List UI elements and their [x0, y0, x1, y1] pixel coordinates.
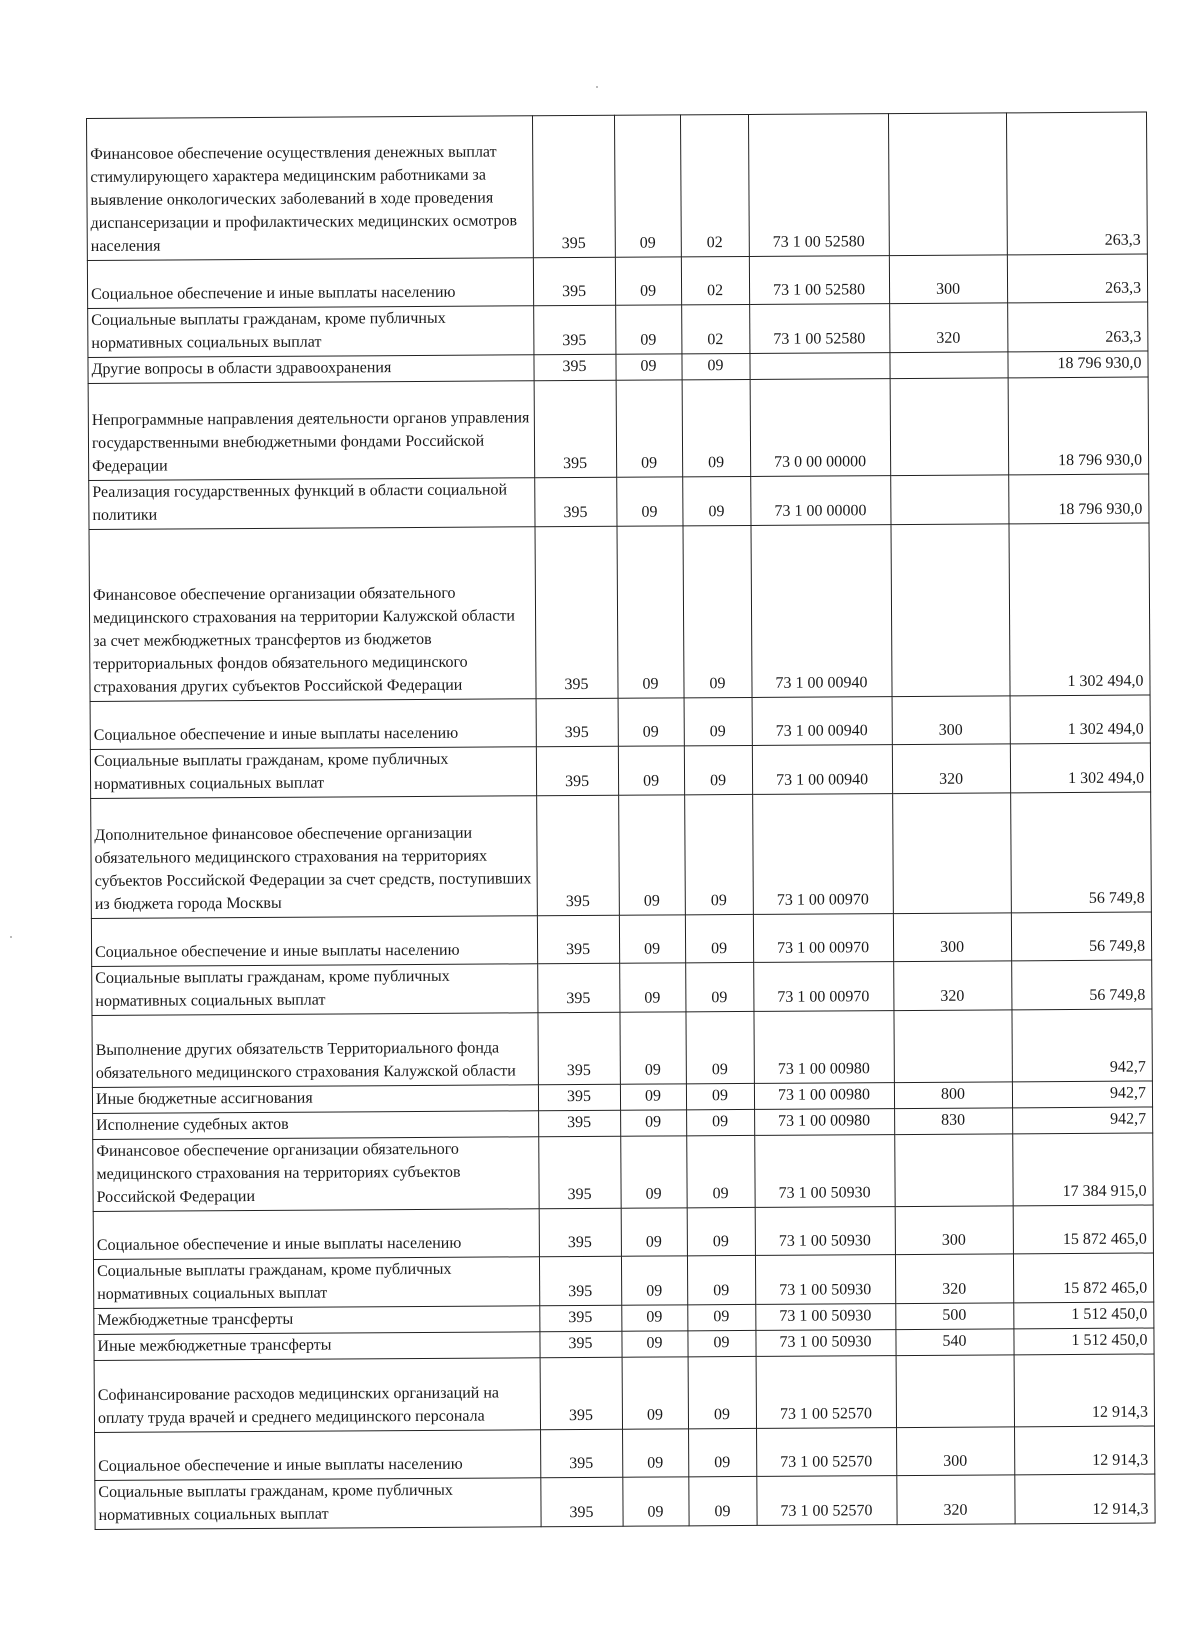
- row-target-article: 73 1 00 50930: [755, 1207, 895, 1256]
- row-target-article: 73 1 00 50930: [756, 1330, 896, 1357]
- row-target-article: 73 1 00 00980: [754, 1083, 894, 1110]
- row-section: 09: [619, 915, 685, 963]
- table-row: [91, 792, 1152, 918]
- row-section: 09: [621, 1110, 687, 1136]
- table-row: [89, 474, 1149, 529]
- table-row: [92, 960, 1152, 1015]
- row-target-article: 73 1 00 52580: [749, 256, 889, 305]
- row-amount: 1 512 450,0: [1014, 1302, 1154, 1329]
- row-admin-code: 395: [534, 354, 616, 381]
- table-row: [90, 695, 1150, 749]
- row-admin-code: 395: [537, 795, 620, 915]
- row-section: 09: [620, 963, 686, 1012]
- row-section: 09: [619, 795, 686, 915]
- row-name: Софинансирование расходов медицинских организаций на оплату труда врачей и среднего медицинского персонала: [94, 1358, 540, 1433]
- row-amount: 1 302 494,0: [1009, 523, 1150, 696]
- row-expense-type: 300: [897, 1427, 1015, 1476]
- row-admin-code: 395: [538, 1084, 620, 1111]
- row-expense-type: 800: [894, 1082, 1012, 1109]
- row-section: 09: [617, 526, 684, 698]
- row-section: 09: [623, 1429, 689, 1477]
- row-target-article: 73 1 00 52570: [757, 1428, 897, 1477]
- row-amount: 942,7: [1012, 1009, 1152, 1082]
- row-subsection: 09: [689, 1428, 757, 1476]
- row-subsection: 09: [682, 353, 750, 379]
- row-amount: 942,7: [1012, 1081, 1152, 1108]
- row-section: 09: [622, 1331, 688, 1357]
- row-target-article: 73 1 00 52580: [750, 304, 890, 354]
- row-subsection: 02: [682, 304, 750, 353]
- row-name: Социальные выплаты гражданам, кроме публичных нормативных социальных выплат: [95, 1478, 541, 1530]
- row-target-article: 73 0 00 00000: [750, 379, 891, 477]
- row-expense-type: [890, 378, 1009, 476]
- row-subsection: 09: [686, 1011, 754, 1083]
- row-name: Социальное обеспечение и иные выплаты населению: [93, 1209, 539, 1260]
- budget-expenditure-table: [86, 112, 1156, 1530]
- row-admin-code: 395: [538, 963, 620, 1013]
- row-subsection: 02: [681, 256, 749, 304]
- row-amount: 18 796 930,0: [1008, 351, 1148, 378]
- table-row: [88, 377, 1149, 480]
- row-admin-code: 395: [541, 1429, 623, 1478]
- row-subsection: 09: [684, 745, 752, 794]
- row-subsection: 09: [687, 1255, 755, 1304]
- table-row: [87, 112, 1148, 260]
- row-target-article: 73 1 00 52570: [757, 1476, 897, 1526]
- row-expense-type: [888, 113, 1007, 256]
- row-name: Социальные выплаты гражданам, кроме публичных нормативных социальных выплат: [88, 306, 534, 358]
- row-amount: 12 914,3: [1015, 1474, 1155, 1524]
- row-target-article: 73 1 00 50930: [756, 1304, 896, 1331]
- row-subsection: 09: [688, 1356, 756, 1428]
- row-target-article: 73 1 00 00000: [751, 476, 891, 526]
- table-row: [89, 523, 1150, 701]
- row-expense-type: 320: [895, 1254, 1013, 1304]
- row-amount: 15 872 465,0: [1013, 1253, 1153, 1303]
- row-admin-code: 395: [537, 915, 619, 964]
- row-amount: 15 872 465,0: [1013, 1205, 1153, 1254]
- row-amount: 263,3: [1008, 302, 1148, 352]
- row-section: 09: [621, 1256, 687, 1305]
- row-admin-code: 395: [533, 257, 615, 306]
- row-name: Иные межбюджетные трансферты: [94, 1332, 540, 1361]
- row-target-article: 73 1 00 00940: [752, 745, 892, 795]
- row-amount: 263,3: [1006, 112, 1147, 255]
- row-target-article: 73 1 00 00970: [754, 962, 894, 1012]
- row-subsection: 09: [686, 962, 754, 1011]
- row-subsection: 09: [688, 1330, 756, 1356]
- row-admin-code: 395: [539, 1256, 621, 1306]
- row-target-article: 73 1 00 50930: [755, 1255, 895, 1305]
- row-expense-type: 540: [896, 1329, 1014, 1356]
- row-amount: 1 302 494,0: [1010, 743, 1150, 793]
- row-expense-type: [895, 1134, 1013, 1207]
- table-row: [91, 912, 1151, 966]
- row-expense-type: 830: [895, 1108, 1013, 1135]
- row-name: Финансовое обеспечение осуществления денежных выплат стимулирующего характера медицинским работниками за выявление онкологических заболеваний в ходе проведения диспансеризации и профилактических медицинских осмотров населения: [87, 116, 534, 261]
- row-admin-code: 395: [535, 477, 617, 527]
- row-section: 09: [615, 257, 681, 305]
- row-expense-type: 300: [889, 255, 1007, 304]
- row-expense-type: 320: [897, 1475, 1015, 1525]
- row-amount: 12 914,3: [1014, 1354, 1154, 1427]
- row-name: Реализация государственных функций в области социальной политики: [89, 478, 535, 530]
- row-target-article: 73 1 00 00970: [753, 794, 894, 915]
- row-subsection: 09: [687, 1109, 755, 1135]
- row-target-article: 73 1 00 00970: [753, 914, 893, 963]
- row-expense-type: 300: [893, 913, 1011, 962]
- row-admin-code: 395: [536, 698, 618, 747]
- row-name: Социальные выплаты гражданам, кроме публичных нормативных социальных выплат: [93, 1257, 539, 1309]
- row-amount: 17 384 915,0: [1013, 1133, 1153, 1206]
- row-target-article: 73 1 00 52570: [756, 1356, 896, 1429]
- row-subsection: 09: [687, 1135, 755, 1207]
- table-row: [87, 254, 1147, 308]
- row-amount: 1 512 450,0: [1014, 1328, 1154, 1355]
- row-amount: 12 914,3: [1015, 1426, 1155, 1475]
- row-name: Финансовое обеспечение организации обязательного медицинского страхования на территориях субъектов Российской Федерации: [93, 1137, 539, 1212]
- row-name: Социальное обеспечение и иные выплаты населению: [87, 258, 533, 309]
- row-amount: 263,3: [1007, 254, 1147, 303]
- row-target-article: 73 1 00 52580: [748, 114, 889, 257]
- row-section: 09: [618, 698, 684, 746]
- row-name: Финансовое обеспечение организации обязательного медицинского страхования на территории Калужской области за счет межбюджетных трансфертов из бюджетов территориальных фондов обязательного медицинского страхования других субъектов Российской Федерации: [89, 527, 536, 702]
- row-section: 09: [622, 1357, 688, 1429]
- row-admin-code: 395: [535, 526, 618, 698]
- row-section: 09: [617, 477, 683, 526]
- table-row: [94, 1354, 1154, 1432]
- row-admin-code: 395: [538, 1012, 620, 1084]
- row-amount: 56 749,8: [1012, 960, 1152, 1010]
- row-expense-type: 320: [894, 961, 1012, 1011]
- row-admin-code: 395: [540, 1305, 622, 1332]
- row-name: Другие вопросы в области здравоохранения: [88, 355, 534, 384]
- table-row: [93, 1133, 1153, 1211]
- row-expense-type: [891, 524, 1010, 697]
- row-name: Межбюджетные трансферты: [94, 1306, 540, 1335]
- row-subsection: 09: [683, 476, 751, 525]
- row-target-article: [750, 353, 890, 380]
- table-row: [93, 1205, 1153, 1259]
- row-admin-code: 395: [539, 1136, 621, 1208]
- row-subsection: 09: [685, 914, 753, 962]
- row-name: Иные бюджетные ассигнования: [92, 1085, 538, 1114]
- scan-speck: [10, 936, 12, 938]
- row-expense-type: 320: [892, 744, 1010, 794]
- row-admin-code: 395: [534, 305, 616, 355]
- row-amount: 18 796 930,0: [1009, 474, 1149, 524]
- row-expense-type: 320: [890, 303, 1008, 353]
- row-section: 09: [620, 1012, 686, 1084]
- row-name: Социальное обеспечение и иные выплаты населению: [91, 916, 537, 967]
- row-subsection: 09: [688, 1304, 756, 1330]
- row-section: 09: [621, 1208, 687, 1256]
- row-expense-type: [896, 1355, 1014, 1428]
- row-admin-code: 395: [539, 1208, 621, 1257]
- row-expense-type: [893, 793, 1012, 914]
- row-amount: 942,7: [1013, 1107, 1153, 1134]
- row-section: 09: [618, 746, 684, 795]
- row-name: Непрограммные направления деятельности органов управления государственными внебюджетными фондами Российской Федерации: [88, 381, 535, 481]
- row-section: 09: [623, 1477, 689, 1526]
- row-subsection: 09: [683, 525, 752, 697]
- row-section: 09: [621, 1136, 687, 1208]
- row-amount: 18 796 930,0: [1008, 377, 1149, 475]
- row-target-article: 73 1 00 00940: [752, 697, 892, 746]
- scan-speck: [596, 86, 598, 88]
- row-name: Социальное обеспечение и иные выплаты населению: [95, 1430, 541, 1481]
- row-section: 09: [616, 380, 683, 477]
- table-row: [92, 1009, 1152, 1087]
- row-name: Социальные выплаты гражданам, кроме публичных нормативных социальных выплат: [90, 747, 536, 799]
- row-target-article: 73 1 00 00980: [754, 1011, 894, 1084]
- row-section: 09: [620, 1084, 686, 1110]
- row-admin-code: 395: [532, 115, 615, 257]
- row-name: Исполнение судебных актов: [93, 1111, 539, 1140]
- row-name: Дополнительное финансовое обеспечение организации обязательного медицинского страхования на территориях субъектов Российской Федерации за счет средств, поступивших из бюджета города Москвы: [91, 796, 538, 919]
- row-admin-code: 395: [534, 380, 617, 477]
- row-expense-type: [891, 475, 1009, 525]
- row-section: 09: [616, 354, 682, 380]
- table-row: [95, 1426, 1155, 1480]
- row-subsection: 09: [682, 379, 751, 476]
- row-admin-code: 395: [536, 746, 618, 796]
- row-expense-type: 300: [895, 1206, 1013, 1255]
- row-subsection: 02: [680, 114, 749, 256]
- row-target-article: 73 1 00 50930: [755, 1135, 895, 1208]
- row-amount: 56 749,8: [1011, 912, 1151, 961]
- row-section: 09: [614, 115, 681, 257]
- row-name: Социальные выплаты гражданам, кроме публичных нормативных социальных выплат: [92, 964, 538, 1016]
- row-expense-type: [894, 1010, 1012, 1083]
- table-row: [95, 1474, 1155, 1529]
- row-subsection: 09: [685, 794, 754, 914]
- row-amount: 1 302 494,0: [1010, 695, 1150, 744]
- row-subsection: 09: [686, 1083, 754, 1109]
- row-expense-type: 300: [892, 696, 1010, 745]
- row-admin-code: 395: [540, 1357, 622, 1429]
- row-subsection: 09: [689, 1476, 757, 1525]
- row-target-article: 73 1 00 00940: [751, 525, 892, 698]
- table-row: [90, 743, 1150, 798]
- row-subsection: 09: [687, 1207, 755, 1255]
- row-admin-code: 395: [539, 1110, 621, 1137]
- table-row: [93, 1253, 1153, 1308]
- row-target-article: 73 1 00 00980: [755, 1109, 895, 1136]
- table-row: [88, 302, 1148, 357]
- row-admin-code: 395: [541, 1477, 623, 1527]
- row-expense-type: 500: [896, 1303, 1014, 1330]
- row-section: 09: [616, 305, 682, 354]
- row-admin-code: 395: [540, 1331, 622, 1358]
- row-section: 09: [622, 1305, 688, 1331]
- row-amount: 56 749,8: [1011, 792, 1152, 913]
- row-name: Выполнение других обязательств Территориального фонда обязательного медицинского страхования Калужской области: [92, 1013, 538, 1088]
- row-expense-type: [890, 352, 1008, 379]
- row-name: Социальное обеспечение и иные выплаты населению: [90, 699, 536, 750]
- row-subsection: 09: [684, 697, 752, 745]
